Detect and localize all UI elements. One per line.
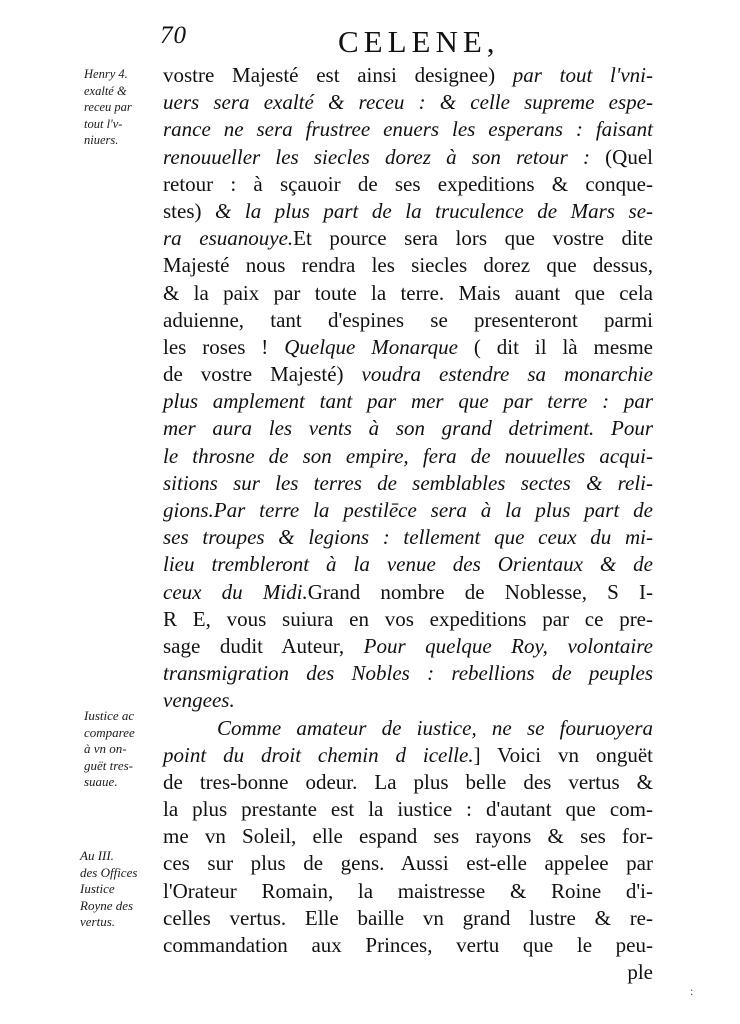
text-line xyxy=(163,715,653,742)
text-line xyxy=(163,633,653,660)
margin-note-line: suaue. xyxy=(84,774,118,789)
text-run: Par terre la pestilēce sera à la plus part de xyxy=(213,498,653,522)
margin-note-iustice xyxy=(84,708,135,791)
text-line xyxy=(163,307,653,334)
text-run: sage dudit Auteur, xyxy=(163,633,364,658)
margin-note-henry xyxy=(84,66,132,149)
text-line xyxy=(163,62,653,89)
main-text-block xyxy=(163,62,653,986)
text-run: & la plus part de la truculence de Mars se- xyxy=(215,198,654,223)
text-run: le throsne de son empire, fera de nouuelles acqui- xyxy=(163,443,653,468)
text-line xyxy=(163,415,653,442)
text-run: par tout l'vni- xyxy=(512,63,653,87)
margin-note-offices xyxy=(80,848,137,931)
text-run: gions. xyxy=(163,498,214,522)
margin-note-line: tout l'v- xyxy=(84,116,123,131)
margin-note-line: Au III. xyxy=(80,848,114,863)
text-run: de tres-bonne odeur. La plus belle des vertus & xyxy=(163,769,653,794)
text-run: retour : à sçauoir de ses expeditions & conque- xyxy=(163,171,653,196)
edge-mark: : xyxy=(690,984,694,998)
text-run: les roses ! xyxy=(163,334,285,359)
text-run: point du droit chemin d icelle. xyxy=(163,742,474,767)
text-line xyxy=(163,116,653,143)
text-run: & la paix par toute la terre. Mais auant que cela xyxy=(163,280,653,305)
text-line xyxy=(163,497,653,524)
text-run: ra esuanouye. xyxy=(163,226,294,251)
text-run: ceux du Midi. xyxy=(163,579,308,604)
text-run: Quelque Monarque xyxy=(284,334,458,359)
text-line xyxy=(163,89,653,116)
text-run: me vn Soleil, elle espand ses rayons & ses for- xyxy=(163,824,653,849)
margin-note-line: niuers. xyxy=(84,133,119,147)
text-line xyxy=(163,905,653,932)
margin-note-line: des Offices xyxy=(80,864,138,880)
text-run: aduienne, tant d'espines se presenteront parmi xyxy=(163,307,653,332)
text-line xyxy=(163,660,653,687)
margin-note-line: Iustice ac xyxy=(84,708,135,723)
text-run: ] Voici vn onguët xyxy=(473,742,654,767)
text-run: stes) xyxy=(163,198,216,223)
text-line xyxy=(163,334,653,361)
text-run: vostre Majesté est ainsi designee) xyxy=(163,63,513,87)
page-number: 70 xyxy=(160,22,187,49)
text-line xyxy=(163,252,653,279)
text-run: transmigration des Nobles : rebellions de peuples xyxy=(163,661,653,686)
text-line xyxy=(163,524,653,551)
text-run: Et pource sera lors que vostre dite xyxy=(293,226,653,251)
text-line xyxy=(163,443,653,470)
text-line xyxy=(163,470,653,497)
text-run: Grand nombre de Noblesse, S I- xyxy=(307,579,654,604)
text-run: de vostre Majesté) xyxy=(163,362,362,387)
margin-note-line: à vn on- xyxy=(84,741,127,756)
text-line xyxy=(163,959,653,986)
margin-note-line: Iustice xyxy=(80,881,115,896)
text-line xyxy=(163,144,653,171)
text-line xyxy=(163,579,653,606)
margin-note-line: comparee xyxy=(84,724,135,740)
text-run: R E, vous suiura en vos expeditions par ce pre- xyxy=(163,606,653,631)
text-line xyxy=(163,932,653,959)
text-run: voudra estendre sa monarchie xyxy=(361,362,653,387)
text-line xyxy=(163,687,653,714)
margin-note-line: receu par xyxy=(84,100,132,114)
margin-note-line: Royne des xyxy=(80,897,134,913)
text-run: lieu trembleront à la venue des Orientaux & de xyxy=(163,552,653,577)
text-line xyxy=(163,606,653,633)
margin-note-line: guët tres- xyxy=(84,757,133,773)
text-line xyxy=(163,280,653,307)
text-line xyxy=(163,388,653,415)
text-line xyxy=(163,171,653,198)
text-run: Comme amateur de iustice, ne se fouruoyera xyxy=(217,715,653,740)
text-run: renouueller les siecles dorez à son retour : xyxy=(163,144,606,169)
margin-note-line: vertus. xyxy=(80,914,116,929)
text-line xyxy=(163,225,653,252)
text-run: la plus prestante est la iustice : d'autant que com- xyxy=(163,797,653,822)
text-line xyxy=(163,796,653,823)
margin-note-line: Henry 4. xyxy=(84,67,128,81)
running-head: CELENE, xyxy=(338,24,500,59)
text-run: ses troupes & legions : tellement que ceux du mi- xyxy=(163,525,653,550)
margin-note-line: exalté & xyxy=(84,83,127,98)
text-line xyxy=(163,878,653,905)
text-line xyxy=(163,769,653,796)
text-run: vengees. xyxy=(163,688,235,713)
text-run: celles vertus. Elle baille vn grand lustre & re- xyxy=(163,905,653,930)
text-run: mer aura les vents à son grand detriment. Pour xyxy=(163,416,653,441)
text-line xyxy=(163,551,653,578)
text-run: ( dit il là mesme xyxy=(457,334,653,359)
text-run: plus amplement tant par mer que par terre : par xyxy=(163,389,653,414)
text-run: commandation aux Princes, vertu que le peu- xyxy=(163,933,653,957)
text-line xyxy=(163,850,653,877)
text-line xyxy=(163,361,653,388)
text-run: l'Orateur Romain, la maistresse & Roine d'i- xyxy=(163,878,653,903)
text-run: ces sur plus de gens. Aussi est-elle appelee par xyxy=(163,851,653,876)
text-run: sitions sur les terres de semblables sectes & reli- xyxy=(163,470,653,495)
text-run: rance ne sera frustree enuers les esperans : faisant xyxy=(163,117,653,142)
text-line xyxy=(163,742,653,769)
text-line xyxy=(163,823,653,850)
text-line xyxy=(163,198,653,225)
text-run: Majesté nous rendra les siecles dorez que dessus, xyxy=(163,253,653,278)
text-run: uers sera exalté & receu : & celle supreme espe- xyxy=(163,90,653,115)
text-run: (Quel xyxy=(605,144,653,169)
text-run: Pour quelque Roy, volontaire xyxy=(363,633,653,658)
text-run: ple xyxy=(627,960,653,985)
